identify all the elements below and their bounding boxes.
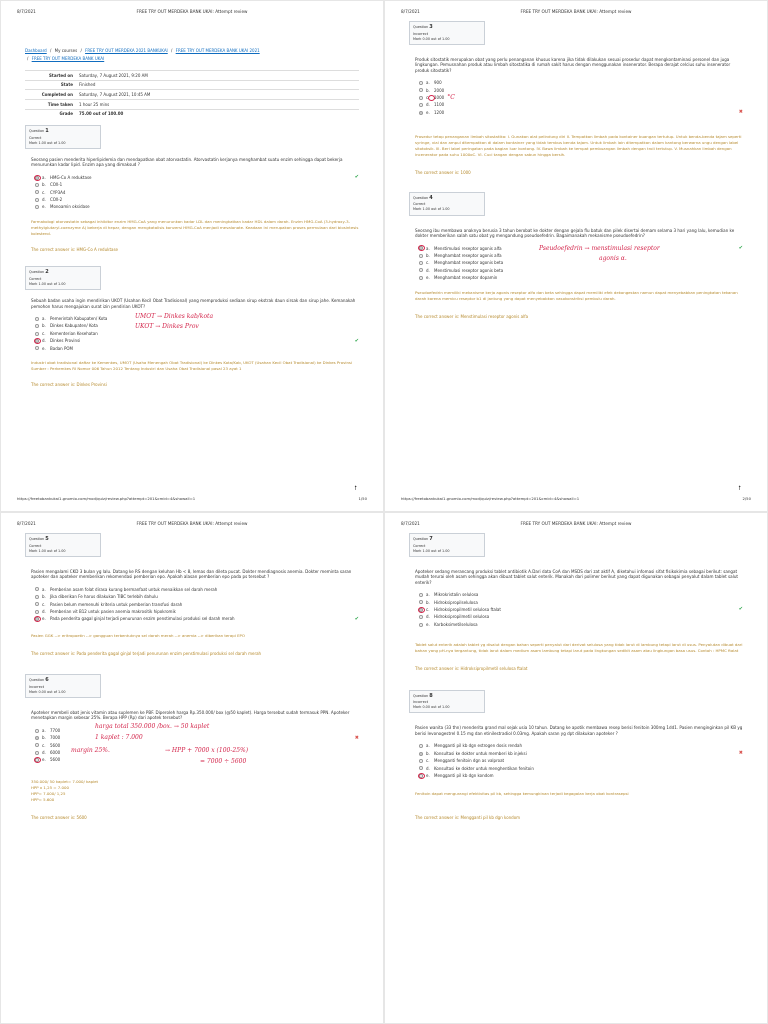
option-c[interactable]: c. Menghambat reseptor agonis beta xyxy=(419,259,743,266)
handwritten-circle xyxy=(418,773,425,779)
question-info-3: Question 3 Incorrect Mark 0.00 out of 1.00 xyxy=(409,21,485,45)
radio-button[interactable] xyxy=(419,744,423,748)
handwritten-circle xyxy=(418,245,425,251)
question-status: Correct xyxy=(29,276,42,281)
option-d[interactable]: d. 6000 xyxy=(35,749,359,756)
option-c[interactable]: c. Mengganti fenitoin dgn as valproat xyxy=(419,757,743,764)
question-info-2: Question 2 Correct Mark 1.00 out of 1.00 xyxy=(25,266,101,290)
general-feedback-1: Farmakologi atorvastatin sebagai inhibitor enzim HMG-CoA yang menurunkan kadar LDL dan meningkatkan kadar HDL dalam darah. Enzim HMG-CoA (3-hydroxy-3-methylglutaryl-coenzyme A) bekerja di hepar, dengan mengkatalisis konversi HMG-CoA menjadi mevalonate. Keadaan ini merupakan proses permulaan dari biosintesis kolesterol. xyxy=(31,218,359,236)
handwritten-note: margin 25%. xyxy=(71,746,110,754)
radio-button[interactable] xyxy=(419,623,423,627)
radio-button[interactable] xyxy=(35,610,39,614)
summary-row: State Finished xyxy=(25,80,359,90)
radio-button[interactable] xyxy=(35,317,39,321)
handwritten-note: harga total 350.000 /box. → 50 kaplet xyxy=(95,722,210,730)
page-footer: https://freetobankukai1.gnomio.com/mod/quiz/review.php?attempt=201&cmid=4&showall=1 2/50 xyxy=(401,495,751,501)
correct-tick-icon: ✔ xyxy=(354,337,359,344)
radio-button[interactable] xyxy=(35,324,39,328)
option-b[interactable]: b. Hidroksipropilselulosa xyxy=(419,599,743,606)
option-c[interactable]: c. Kementerian Kesehatan xyxy=(35,330,359,337)
answer-options-1 xyxy=(25,174,359,211)
question-mark: Mark 1.00 out of 1.00 xyxy=(29,140,66,145)
question-mark: Mark 1.00 out of 1.00 xyxy=(29,548,66,553)
handwritten-note: agonis α. xyxy=(599,254,627,262)
answer-options-8 xyxy=(409,742,743,779)
option-b[interactable]: b. Dinkes Kabupaten/ Kota xyxy=(35,322,359,329)
question-status: Correct xyxy=(413,202,426,207)
summary-row: Completed on Saturday, 7 August 2021, 10:45 AM xyxy=(25,90,359,100)
general-feedback-4: Pseudoefedrin memiliki mekanisme kerja agonis reseptor alfa dan beta sehingga dapat memiliki efek dekongestan namun dapat menyebabkan peningkatan tekanan darah karena memicu reseptor b1 di jantung yang dapat menyebabkan vasokonstriksi pembulu darah. xyxy=(415,289,738,301)
radio-button[interactable] xyxy=(419,261,423,265)
handwritten-circle xyxy=(428,95,435,101)
footer-page-number: 1/50 xyxy=(358,495,367,501)
radio-button[interactable] xyxy=(419,111,423,115)
option-c[interactable]: c. 1000 °C xyxy=(419,94,743,101)
up-arrow-icon: 🠕 xyxy=(354,484,357,492)
pdf-page-1 xyxy=(0,0,384,512)
correct-answer-8: The correct answer is: Mengganti pil kb dgn kondom xyxy=(415,815,521,821)
option-d[interactable]: d. Hidroksipropilmetil selulosa xyxy=(419,613,743,620)
radio-button[interactable] xyxy=(35,595,39,599)
radio-button[interactable] xyxy=(35,587,39,591)
page-footer xyxy=(17,496,367,501)
up-arrow-icon: 🠕 xyxy=(738,484,741,492)
question-status: Incorrect xyxy=(413,700,429,705)
option-c[interactable]: c. Hidroksipropilmetil selulosa ftalat ✔ xyxy=(419,606,743,613)
radio-button[interactable] xyxy=(35,198,39,202)
handwritten-note: UMOT → Dinkes kab/kota xyxy=(135,313,214,321)
option-e[interactable]: e. Monoamin oksidase xyxy=(35,203,359,210)
question-status: Correct xyxy=(413,543,426,548)
radio-button[interactable] xyxy=(35,190,39,194)
answer-options-4 xyxy=(409,245,743,282)
attempt-summary-table xyxy=(25,70,359,118)
question-mark: Mark 1.00 out of 1.00 xyxy=(29,281,66,286)
correct-answer-5: The correct answer is: Pada penderita gagal ginjal terjadi penurunan enzim penstimulasi produksi sel darah merah xyxy=(31,650,262,656)
question-info-8: Question 8 Incorrect Mark 0.00 out of 1.00 xyxy=(409,690,485,714)
general-feedback-6: 350.000/ 50 kaplet= 7.000/ kaplet HPP x 1,25 = 7.000 HPP= 7.000/ 1,25 HPP= 5.600 xyxy=(31,778,99,803)
radio-button[interactable] xyxy=(35,729,39,733)
option-a[interactable]: a. 900 xyxy=(419,79,743,86)
option-d[interactable]: d. Dinkes Provinsi ✔ xyxy=(35,337,359,344)
pdf-page-4 xyxy=(384,512,768,1024)
question-text-5: Pasien mengalami CKD 3 bulan yg lalu. Datang ke RS dengan keluhan Hb < 8, lemas dan dileta pucat. Dokter mendiagnosis anemia. Dokter meminta saran apoteker dan apoteker memberikan rekomendasi pemberian epo. Apakah alasan pemberian epo pada ps tersebut ? xyxy=(31,568,352,580)
question-status: Incorrect xyxy=(29,684,45,689)
handwritten-note: = 7000 ÷ 5600 xyxy=(200,757,247,765)
question-info-1: Question 1 Correct Mark 1.00 out of 1.00 xyxy=(25,125,101,149)
option-a[interactable]: a. Pemerintah Kabupaten/ Kota xyxy=(35,315,359,322)
question-text-7: Apoteker sedang merancang produksi tablet antibiotik A.Dari data CoA dan MSDS dari zat aktif A, diketahui infomasi sifat fisikokimia sebagai berikut: sangat mudah terurai oleh asam sehingga akan dibuat tablet salut enterik. Manakah dari polimer berikut yang dapat digunakan sebagai penyalut dalam tablet salut enterik? xyxy=(415,568,739,585)
option-d[interactable]: d. 1100 xyxy=(419,101,743,108)
question-mark: Mark 0.00 out of 1.00 xyxy=(29,689,66,694)
radio-button[interactable] xyxy=(35,332,39,336)
question-text-6: Apoteker membeli obat jenis vitamin atau suplemen ke PBF. Diperoleh harga Rp.350.000/ box (@50 kaplet). Harga tersebut sudah termasuk PPN. Apoteker menetapkan margin sebesar 25%. Berapa HPP (Rp) dari apotek tersebut? xyxy=(31,709,350,721)
option-b[interactable]: b. Jika diberikan Fe harus dilakukan TIBC terlebih dahulu xyxy=(35,593,359,600)
handwritten-note: UKOT → Dinkes Prov xyxy=(135,323,199,331)
handwritten-circle xyxy=(34,616,41,622)
radio-button[interactable] xyxy=(419,81,423,85)
option-b[interactable]: b. COX-1 xyxy=(35,181,359,188)
breadcrumb-course2[interactable]: FREE TRY OUT MERDEKA BANK UKAI 2021 xyxy=(175,48,260,53)
breadcrumb-course1[interactable]: FREE TRY OUT MERDEKA 2021 BANKUKAI xyxy=(85,48,168,53)
option-a[interactable]: a. 7700 xyxy=(35,727,359,734)
radio-button[interactable] xyxy=(419,103,423,107)
general-feedback-5: Pasien GGK --> eritropoetin --> gangguan terbentuknya sel darah merah --> anemia --> diberikan terapi EPO xyxy=(31,632,245,638)
radio-button[interactable] xyxy=(35,751,39,755)
handwritten-circle xyxy=(34,175,41,181)
correct-answer-4: The correct answer is: Menstimulasi reseptor agonis alfa xyxy=(415,313,529,319)
question-status: Correct xyxy=(29,543,42,548)
general-feedback-3: Prosedur tetap penanganan limbah sitostatika: I. Gunakan alat pelindung diri II. Tempatkan limbah pada kontainer buangan tertutup. Untuk benda-benda tajam seperti syringe, vial dan ampul ditempatkan di dalam kontainer yang tidak tembus benda tajam. Untuk limbah lain ditempatkan dalam kantong berwarna ungu dengan label sitotoksik. III. Beri label peringatan pada bagian luar kontong. IV. Bawa limbah ke tempat pembuangan limbah dengan troli tertutup. V. Musnahkan limbah dengan incenerator pada suhu 1000oC. VI. Cuci tangan dengan sabun hingga bersih. xyxy=(415,134,742,158)
question-text-4: Seorang ibu membawa anaknya berusia 3 tahun berobat ke dokter dengan gejala flu batuk dan pilek disertai demam selama 3 hari yang lalu, kemudian ke dokter memberikan salah satu obat yg mengandung pseudoefedrin. Bagaimanakah mekanisme pseudoefedrin? xyxy=(415,227,735,239)
radio-button[interactable] xyxy=(35,183,39,187)
handwritten-note: 1 kaplet : 7.000 xyxy=(95,733,143,741)
answer-options-7 xyxy=(409,591,743,628)
correct-tick-icon: ✔ xyxy=(738,244,743,251)
option-a[interactable]: a. Mengganti pil kb dgn estrogen dosis rendah xyxy=(419,742,743,749)
general-feedback-7: Tablet salut enterik adalah tablet yg disalut dengan bahan seperti penyalut dari derivat selulosa yang tidak larut di lambung tetapi larut di usus. Penyalutan dibuat dari bahan yang pH-nya tergantung, tidak larut dalam medium asam lambung tetapi larut pada lingkungan sedikit asam atau lingkungan basa usus. Contoh : HPMC ftalat xyxy=(415,642,743,654)
breadcrumb: Dashboard / My courses / FREE TRY OUT MERDEKA 2021 BANKUKAI / FREE TRY OUT MERDEKA BANK UKAI 2021 / FREE TRY OUT MERDEKA BANK UKAI xyxy=(25,48,260,61)
correct-answer-6: The correct answer is: 5600 xyxy=(31,815,87,821)
question-mark: Mark 1.00 out of 1.00 xyxy=(413,548,450,553)
question-info-7: Question 7 Correct Mark 1.00 out of 1.00 xyxy=(409,533,485,557)
summary-row: Time taken 1 hour 25 mins xyxy=(25,99,359,109)
radio-button[interactable] xyxy=(419,593,423,597)
answer-options-6 xyxy=(25,722,359,771)
option-b[interactable]: b. 7000 ✖ xyxy=(35,734,359,741)
answer-options-2 xyxy=(25,315,359,352)
option-a[interactable]: a. Menstimulasi reseptor agonis alfa ✔ xyxy=(419,245,743,252)
page-header xyxy=(17,9,367,15)
page-header: 8/7/2021 FREE TRY OUT MERDEKA BANK UKAI: Attempt review xyxy=(17,521,248,526)
option-b[interactable]: b. 2000 xyxy=(419,87,743,94)
general-feedback-2: Industri obat tradisional daftar ke Kemenkes, UMOT (Usaha Menengah Obat Tradisional) ke Dinkes Kota/Kab, UKOT (Usahan Kecil Obat Tradisional) ke Dinkes Provinsi Sumber : Perkemkes RI Nomor 006 Tahun 2012 Tentang Industri dan Usaha Obat Tradisional pasal 23 ayat 1 xyxy=(31,360,353,372)
option-a[interactable]: a. Pemberian asam folat dirasa kurang bermanfaat untuk menaikkan sel darah merah xyxy=(35,586,359,593)
radio-button[interactable] xyxy=(419,254,423,258)
question-mark: Mark 1.00 out of 1.00 xyxy=(413,207,450,212)
option-a[interactable]: a. Mikrokristalin selulosa xyxy=(419,591,743,598)
general-feedback-8: Fenitoin dapat mengurangi efektivitas pil kb, sehingga kemungkinan terjadi kegagalan kerja obat kontrasepsi xyxy=(415,791,629,797)
breadcrumb-course3[interactable]: FREE TRY OUT MERDEKA BANK UKAI xyxy=(31,55,105,61)
correct-answer-1: The correct answer is: HMG-Co A reduktase xyxy=(31,246,119,252)
option-e[interactable]: e. Pada penderita gagal ginjal terjadi penurunan enzim penstimulasi produksi sel darah merah ✔ xyxy=(35,615,359,622)
radio-button[interactable] xyxy=(35,346,39,350)
option-b[interactable]: b. Konsultasi ke dokter untuk memberi kb injeksi ✖ xyxy=(419,750,743,757)
question-mark: Mark 0.00 out of 1.00 xyxy=(413,705,450,710)
handwritten-note: → HPP + 7000 x (100-25%) xyxy=(165,746,249,754)
option-c[interactable]: c. CYP3A4 xyxy=(35,189,359,196)
header-date: 8/7/2021 xyxy=(17,9,36,14)
handwritten-circle xyxy=(34,757,41,763)
page-header: 8/7/2021 FREE TRY OUT MERDEKA BANK UKAI: Attempt review xyxy=(401,521,632,526)
question-status: Incorrect xyxy=(413,31,429,36)
radio-button[interactable] xyxy=(35,602,39,606)
incorrect-cross-icon: ✖ xyxy=(354,734,359,741)
radio-button[interactable] xyxy=(419,759,423,763)
option-e[interactable]: e. Menghambat reseptor dopamin xyxy=(419,274,743,281)
radio-button[interactable] xyxy=(419,88,423,92)
correct-tick-icon: ✔ xyxy=(738,606,743,613)
summary-row: Grade 75.00 out of 100.00 xyxy=(25,109,359,118)
radio-button[interactable] xyxy=(419,600,423,604)
question-text-1: Seorang pasien menderita hiperlipidemia dan mendapatkan obat atorvastatin. Atorvastatin kerjanya menghambat suatu enzim sehingga dapat bekerja menurunkan kadar lipid. Enzim apa yang dimaksud ? xyxy=(31,156,343,168)
handwritten-note: Pseudoefedrin → menstimulasi reseptor xyxy=(539,244,660,252)
answer-options-3 xyxy=(409,79,743,116)
radio-button[interactable] xyxy=(419,96,423,100)
radio-button[interactable] xyxy=(419,752,423,756)
radio-button[interactable] xyxy=(35,743,39,747)
answer-options-5 xyxy=(25,586,359,623)
option-d[interactable]: d. Konsultasi ke dokter untuk menghentikan fenitoin xyxy=(419,765,743,772)
radio-button[interactable] xyxy=(35,736,39,740)
correct-answer-2: The correct answer is: Dinkes Provinsi xyxy=(31,382,107,388)
header-title: FREE TRY OUT MERDEKA BANK UKAI: Attempt review xyxy=(136,9,248,14)
option-c[interactable]: c. 5600 xyxy=(35,742,359,749)
handwritten-note: °C xyxy=(447,93,455,101)
option-e[interactable]: e. Karboksimetilselulosa xyxy=(419,621,743,628)
option-d[interactable]: d. Menstimulasi reseptor agonis beta xyxy=(419,267,743,274)
option-e[interactable]: e. Badan POM xyxy=(35,345,359,352)
radio-button[interactable] xyxy=(419,276,423,280)
radio-button[interactable] xyxy=(419,268,423,272)
question-mark: Mark 0.00 out of 1.00 xyxy=(413,36,450,41)
option-c[interactable]: c. Pasien belum memenuhi kriteria untuk pemberian transfusi darah xyxy=(35,601,359,608)
pdf-page-3 xyxy=(0,512,384,1024)
question-status: Correct xyxy=(29,135,42,140)
page-header: 8/7/2021 FREE TRY OUT MERDEKA BANK UKAI: Attempt review xyxy=(401,9,632,14)
option-b[interactable]: b. Menghambat reseptor agonis alfa xyxy=(419,252,743,259)
option-a[interactable]: a. HMG-Co A reduktase ✔ xyxy=(35,174,359,181)
summary-row: Started on Saturday, 7 August 2021, 9:20 AM xyxy=(25,71,359,81)
radio-button[interactable] xyxy=(419,766,423,770)
question-text-3: Produk sitostatik merupakan obat yang perlu penanganan khusus karena jika tidak dilakukan sesuai prosedur dapat mengkontaminasi personel dan juga lingkungan. Pemusnahan produk atau limbah sitostatika di rumah sakit harus dengan menggunakan insenerator. Berapa derajat celcius suhu insenerator produk sitostatik? xyxy=(415,56,731,73)
breadcrumb-dashboard[interactable]: Dashboard xyxy=(25,48,47,53)
question-text-8: Pasien wanita (33 thn) menderita grand mal sejak usia 10 tahun. Datang ke apotik membawa resep berisi fenitoin 300mg 1dd1. Pasien menginginkan pil KB yg berisi levonogestrel 0.15 mg dan etinilestradiol 0.03mg. Apakah saran yg dpt dilakukan apoteker ? xyxy=(415,725,743,736)
option-d[interactable]: d. Pemberian vit B12 untuk pasien anemia makrositik hipokromik xyxy=(35,608,359,615)
breadcrumb-my-courses[interactable]: My courses xyxy=(54,48,78,53)
correct-tick-icon: ✔ xyxy=(354,615,359,622)
question-info-5: Question 5 Correct Mark 1.00 out of 1.00 xyxy=(25,533,101,557)
handwritten-circle xyxy=(418,607,425,613)
radio-button[interactable] xyxy=(419,615,423,619)
pdf-page-2 xyxy=(384,0,768,512)
option-e[interactable]: e. 5600 xyxy=(35,756,359,763)
correct-tick-icon: ✔ xyxy=(354,174,359,181)
option-e[interactable]: e. 1200 ✖ xyxy=(419,109,743,116)
handwritten-circle xyxy=(34,338,41,344)
question-text-2: Sebuah badan usaha ingin mendirikan UKOT (Usahan Kecil Obat Tradisional) yang memproduksi sediaan sirup ekstrak daun sirsak dan sirup jahe. Kemanakah pemohon harus mengajukan surat izin pendirian UKOT? xyxy=(31,298,356,309)
correct-answer-3: The correct answer is: 1000 xyxy=(415,170,471,176)
option-d[interactable]: d. COX-2 xyxy=(35,196,359,203)
option-e[interactable]: e. Mengganti pil kb dgn kondom xyxy=(419,772,743,779)
question-info-6: Question 6 Incorrect Mark 0.00 out of 1.00 xyxy=(25,674,101,698)
incorrect-cross-icon: ✖ xyxy=(738,750,743,757)
correct-answer-7: The correct answer is: Hidroksipropilmetil selulosa ftalat xyxy=(415,666,528,672)
incorrect-cross-icon: ✖ xyxy=(738,109,743,116)
footer-url: https://freetobankukai1.gnomio.com/mod/quiz/review.php?attempt=201&cmid=4&showall=1 xyxy=(17,495,196,501)
question-info-4: Question 4 Correct Mark 1.00 out of 1.00 xyxy=(409,192,485,216)
radio-button[interactable] xyxy=(35,205,39,209)
